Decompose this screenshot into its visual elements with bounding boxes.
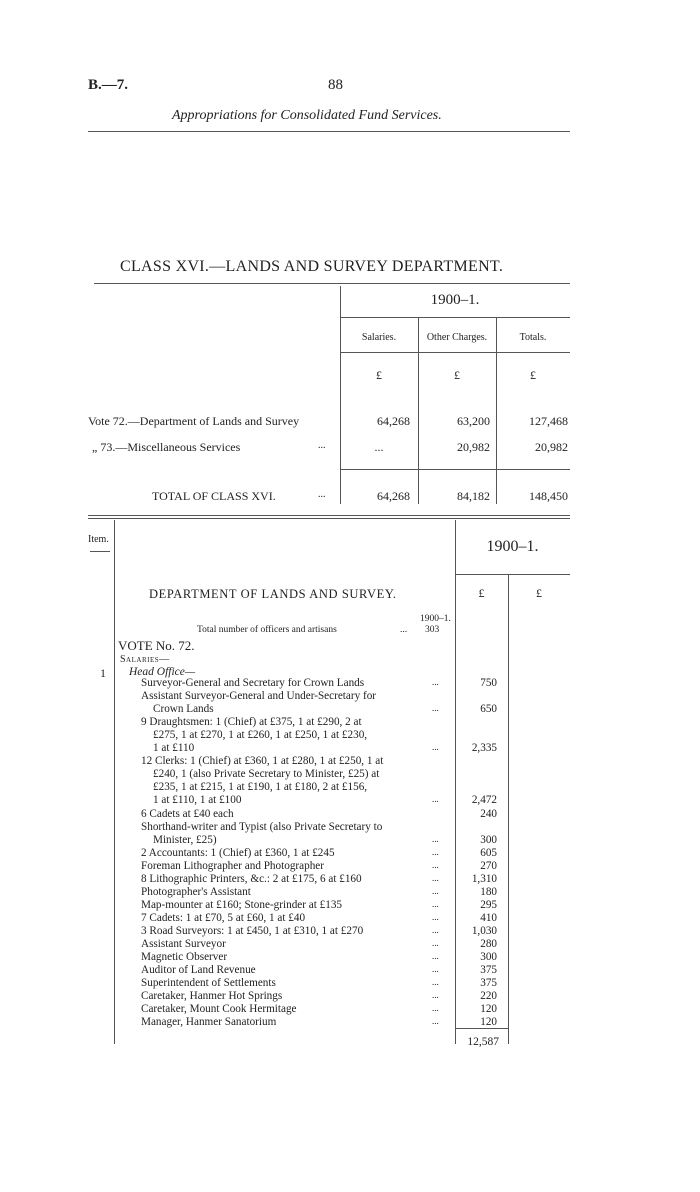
salary-line [0, 899, 700, 913]
subtotal-amount: 12,587 [467, 1036, 499, 1048]
head-office-heading: Head Office— [129, 666, 196, 678]
salary-line-leader: ... [432, 990, 439, 1001]
salary-line-leader: ... [432, 742, 439, 753]
vote-72-label: Vote 72.—Department of Lands and Survey [88, 414, 300, 428]
salary-line-text: Photographer's Assistant [141, 885, 251, 898]
salary-line-text: Magnetic Observer [141, 951, 228, 964]
salary-line [0, 912, 700, 926]
salary-line-leader: ... [432, 677, 439, 687]
summary-rule [340, 317, 570, 318]
vote-73-salaries: ... [374, 440, 384, 454]
salary-line-leader: ... [432, 964, 439, 975]
currency-symbol: £ [376, 368, 382, 382]
salary-line [0, 847, 700, 861]
salary-line-amount: 2,335 [471, 742, 497, 755]
salary-line-text: Crown Lands [153, 703, 214, 716]
salary-line-leader: ... [432, 846, 439, 857]
item-number: 1 [100, 666, 106, 680]
salary-line-amount: 750 [480, 677, 497, 689]
salary-line-amount: 240 [480, 807, 497, 820]
salary-line-text: 3 Road Surveyors: 1 at £450, 1 at £310, 1 at £270 [141, 924, 364, 937]
salary-line-text: Surveyor-General and Secretary for Crown Lands [141, 677, 365, 689]
salary-line-leader: ... [432, 833, 439, 844]
salary-line-text: 7 Cadets: 1 at £70, 5 at £60, 1 at £40 [141, 911, 306, 924]
salary-line-amount: 605 [480, 846, 497, 859]
salary-line [0, 729, 700, 743]
vote-73-total: 20,982 [535, 440, 568, 454]
salary-line-text: 1 at £110 [153, 742, 195, 755]
salary-line-text: Manager, Hanmer Sanatorium [141, 1016, 277, 1029]
salary-line [0, 834, 700, 848]
summary-year: 1900–1. [430, 292, 480, 308]
salary-line-text: Assistant Surveyor [141, 938, 226, 950]
salary-line-leader: ... [432, 924, 439, 935]
salary-line [0, 768, 700, 782]
total-class-total: 148,450 [529, 489, 568, 503]
summary-col-divider [496, 318, 497, 504]
summary-top-rule [94, 283, 570, 284]
salary-line [0, 794, 700, 808]
department-title: DEPARTMENT OF LANDS AND SURVEY. [149, 587, 397, 601]
salary-line-text: 6 Cadets at £40 each [141, 807, 234, 820]
salary-line-text: Caretaker, Hanmer Hot Springs [141, 990, 283, 1003]
salary-line-amount: 1,030 [471, 924, 497, 937]
item-column-label: Item. [88, 534, 109, 545]
salary-line-leader: ... [432, 938, 439, 948]
salary-line-amount: 120 [480, 1016, 497, 1029]
vote-heading: VOTE No. 72. [118, 638, 195, 653]
salary-line [0, 938, 700, 952]
officers-label: Total number of officers and artisans [197, 625, 337, 635]
salary-line-amount: 220 [480, 990, 497, 1003]
salary-line-text: 1 at £110, 1 at £100 [153, 794, 242, 807]
salary-line [0, 821, 700, 835]
salary-line [0, 781, 700, 795]
currency-symbol: £ [536, 586, 542, 600]
salary-line-text: £235, 1 at £215, 1 at £190, 1 at £180, 2 at £156, [153, 781, 368, 794]
salary-line-amount: 650 [480, 703, 497, 716]
salaries-heading: Salaries— [120, 654, 170, 665]
salary-line-leader: ... [432, 703, 439, 714]
detail-year: 1900–1. [486, 538, 539, 555]
salary-line-text: 2 Accountants: 1 (Chief) at £360, 1 at £245 [141, 846, 335, 859]
detail-top-rule [88, 515, 570, 516]
salary-line-leader: ... [432, 859, 439, 870]
page-number: 88 [328, 77, 343, 93]
vote-73-label: „ 73.—Miscellaneous Services [92, 440, 241, 454]
salary-line-text: Map-mounter at £160; Stone-grinder at £135 [141, 898, 343, 911]
summary-col-divider [418, 318, 419, 504]
salary-line-amount: 120 [480, 1003, 497, 1016]
currency-symbol: £ [454, 368, 460, 382]
salary-line [0, 690, 700, 704]
salary-line-text: Caretaker, Mount Cook Hermitage [141, 1003, 297, 1016]
salary-line-text: £240, 1 (also Private Secretary to Minister, £25) at [153, 768, 380, 781]
salary-line-text: £275, 1 at £270, 1 at £260, 1 at £250, 1 at £230, [153, 729, 368, 742]
salary-line-amount: 180 [480, 885, 497, 898]
salary-line-text: Shorthand-writer and Typist (also Private Secretary to [141, 820, 383, 833]
salary-line-leader: ... [432, 911, 439, 922]
salary-line-text: Auditor of Land Revenue [141, 964, 256, 977]
vote-72-salaries: 64,268 [377, 414, 410, 428]
salary-line [0, 1003, 700, 1017]
salary-line-leader: ... [432, 1016, 439, 1027]
salary-line [0, 990, 700, 1004]
salary-line [0, 886, 700, 900]
summary-rule [340, 352, 570, 353]
salary-line-amount: 270 [480, 859, 497, 872]
salary-line [0, 873, 700, 887]
summary-col-divider [340, 286, 341, 504]
salary-line-amount: 2,472 [471, 794, 497, 807]
salary-line [0, 1016, 700, 1030]
salary-line-amount: 280 [480, 938, 497, 950]
salary-line-leader: ... [432, 898, 439, 909]
currency-symbol: £ [478, 586, 485, 600]
currency-symbol: £ [530, 368, 536, 382]
salary-line-amount: 300 [480, 833, 497, 846]
detail-rule [455, 574, 570, 575]
salary-line-leader: ... [432, 885, 439, 896]
salary-line [0, 716, 700, 730]
salary-line-text: 9 Draughtsmen: 1 (Chief) at £375, 1 at £290, 2 at [141, 716, 362, 729]
salary-line [0, 703, 700, 717]
vote-72-total: 127,468 [529, 414, 568, 428]
salary-line-text: Minister, £25) [153, 833, 217, 846]
salary-line [0, 964, 700, 978]
subtotal-rule [455, 1028, 508, 1029]
salary-line [0, 951, 700, 965]
salary-line [0, 755, 700, 769]
salary-line [0, 677, 700, 691]
salary-line [0, 925, 700, 939]
summary-col-totals: Totals. [519, 332, 547, 343]
header-rule [88, 131, 570, 132]
salary-line-amount: 295 [480, 898, 497, 911]
salary-line-amount: 375 [480, 977, 497, 990]
salary-line [0, 860, 700, 874]
salary-line-leader: ... [432, 794, 439, 805]
vote-73-other: 20,982 [457, 440, 490, 454]
salary-line [0, 977, 700, 991]
vote-72-other: 63,200 [457, 414, 490, 428]
salary-line-leader: ... [432, 1003, 439, 1014]
salary-line-text: 8 Lithographic Printers, &c.: 2 at £175, 6 at £160 [141, 872, 362, 885]
salary-line-text: Superintendent of Settlements [141, 977, 276, 990]
vote-73-dots: ... [318, 440, 326, 451]
salary-line-leader: ... [432, 977, 439, 988]
page-reference: B.—7. [88, 77, 129, 93]
item-label-underline [90, 551, 110, 552]
salary-line-leader: ... [432, 951, 439, 962]
officers-year: 1900–1. [420, 614, 451, 624]
salary-line-amount: 300 [480, 951, 497, 964]
officers-count: 303 [425, 625, 440, 635]
salary-line-leader: ... [432, 872, 439, 883]
salary-line-amount: 375 [480, 964, 497, 977]
officers-dots: ... [400, 625, 408, 635]
total-class-label: TOTAL OF CLASS XVI. [152, 489, 276, 503]
total-class-other: 84,182 [457, 489, 490, 503]
summary-col-salaries: Salaries. [361, 332, 397, 343]
salary-line-amount: 1,310 [471, 872, 497, 885]
summary-col-other: Other Charges. [426, 332, 488, 343]
salary-line-text: 12 Clerks: 1 (Chief) at £360, 1 at £280, 1 at £250, 1 at [141, 755, 384, 768]
class-title: CLASS XVI.—LANDS AND SURVEY DEPARTMENT. [120, 258, 504, 275]
salary-line-text: Foreman Lithographer and Photographer [141, 859, 324, 872]
detail-top-rule [88, 518, 570, 519]
salary-line [0, 808, 700, 822]
total-class-salaries: 64,268 [377, 489, 410, 503]
page-subtitle: Appropriations for Consolidated Fund Services. [172, 108, 442, 123]
total-class-dots: ... [318, 489, 326, 500]
salary-line [0, 742, 700, 756]
summary-rule [340, 469, 570, 470]
salary-line-amount: 410 [480, 911, 497, 924]
salary-line-text: Assistant Surveyor-General and Under-Secretary for [141, 690, 377, 703]
